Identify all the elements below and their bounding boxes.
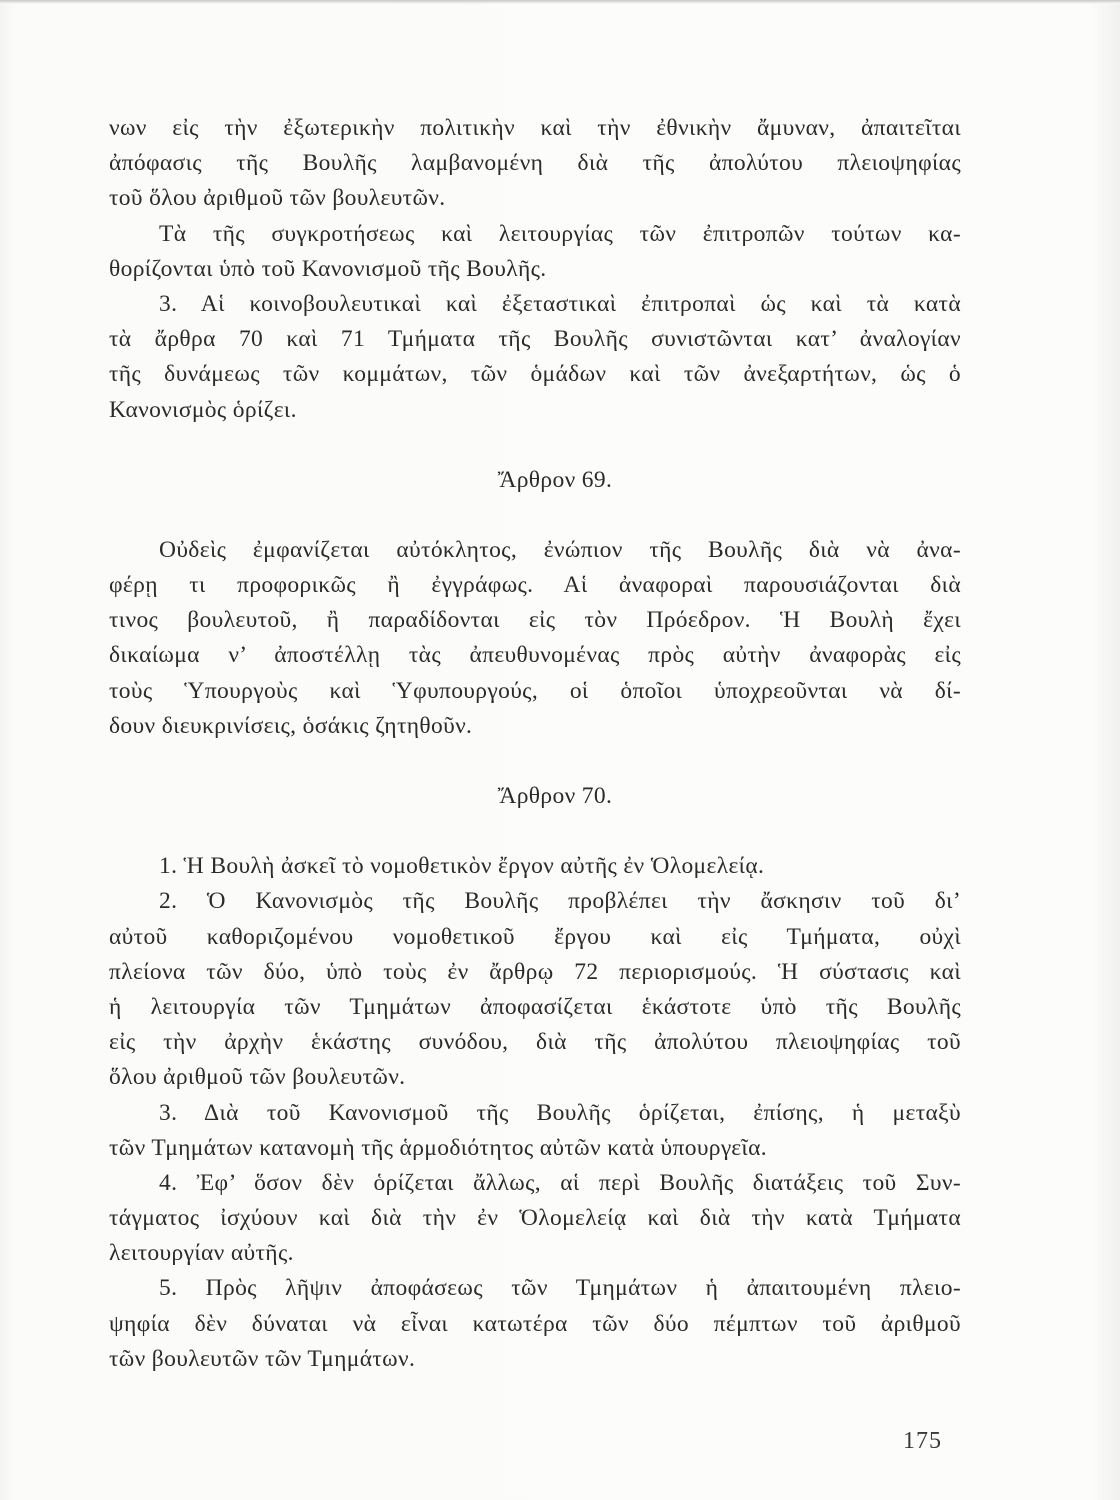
text-line: 1. Ἡ Βουλὴ ἀσκεῖ τὸ νομοθετικὸν ἔργον αὐτῆς ἐν Ὁλομελείᾳ. [159,853,765,880]
text-line: νων εἰς τὴν ἐξωτερικὴν πολιτικὴν καὶ τὴν ἐθνικὴν ἄμυναν, ἀπαιτεῖται [109,115,961,141]
article-70-clause-5 [109,1271,961,1377]
text-line: τινος βουλευτοῦ, ἢ παραδίδονται εἰς τὸν Πρόεδρον. Ἡ Βουλὴ ἔχει [109,607,961,634]
text-line: τοῦ ὅλου ἀριθμοῦ τῶν βουλευτῶν. [109,185,446,212]
article-70-clause-1 [109,849,961,884]
text-line: Οὐδεὶς ἐμφανίζεται αὐτόκλητος, ἐνώπιον τῆς Βουλῆς διὰ νὰ ἀνα- [159,536,961,563]
article-70-clause-2 [109,884,961,1095]
text-line: δικαίωμα ν’ ἀποστέλλῃ τὰς ἀπευθυνομένας πρὸς αὐτὴν ἀναφορὰς εἰς [109,642,961,669]
text-line: 3. Αἱ κοινοβουλευτικαὶ καὶ ἐξεταστικαὶ ἐπιτροπαὶ ὡς καὶ τὰ κατὰ [159,290,961,317]
paragraph-continuation [109,111,961,217]
text-line: αὐτοῦ καθοριζομένου νομοθετικοῦ ἔργου καὶ εἰς Τμήματα, οὐχὶ [109,923,961,950]
article-69-paragraph [109,533,961,744]
page-top-edge [0,0,1120,4]
text-line: 3. Διὰ τοῦ Κανονισμοῦ τῆς Βουλῆς ὁρίζεται, ἐπίσης, ἡ μεταξὺ [159,1099,961,1126]
article-69-heading: Ἄρθρον 69. [497,466,613,493]
text-line: τῶν Τμημάτων κατανομὴ τῆς ἁρμοδιότητος αὐτῶν κατὰ ὑπουργεῖα. [109,1134,767,1161]
text-line: τάγματος ἰσχύουν καὶ διὰ τὴν ἐν Ὁλομελείᾳ καὶ διὰ τὴν κατὰ Τμήματα [109,1205,961,1232]
text-line: ἀπόφασις τῆς Βουλῆς λαμβανομένη διὰ τῆς ἀπολύτου πλειοψηφίας [109,150,961,177]
text-line: 2. Ὁ Κανονισμὸς τῆς Βουλῆς προβλέπει τὴν ἄσκησιν τοῦ δι’ [159,888,961,915]
text-line: 5. Πρὸς λῆψιν ἀποφάσεως τῶν Τμημάτων ἡ ἀπαιτουμένη πλειο- [159,1275,961,1302]
text-line: ὅλου ἀριθμοῦ τῶν βουλευτῶν. [109,1064,406,1091]
text-line: εἰς τὴν ἀρχὴν ἑκάστης συνόδου, διὰ τῆς ἀπολύτου πλειοψηφίας τοῦ [109,1029,961,1056]
text-line: πλείονα τῶν δύο, ὑπὸ τοὺς ἐν ἄρθρῳ 72 περιορισμούς. Ἡ σύστασις καὶ [109,958,961,985]
text-line: ψηφία δὲν δύναται νὰ εἶναι κατωτέρα τῶν δύο πέμπτων τοῦ ἀριθμοῦ [109,1310,961,1337]
text-line: τῶν βουλευτῶν τῶν Τμημάτων. [109,1345,416,1372]
text-line: 4. Ἐφ’ ὅσον δὲν ὁρίζεται ἄλλως, αἱ περὶ Βουλῆς διατάξεις τοῦ Συν- [159,1169,961,1196]
paragraph-clause-3 [109,287,961,428]
page-number: 175 [903,1428,942,1454]
article-70-heading: Ἄρθρον 70. [497,783,613,809]
text-line: δουν διευκρινίσεις, ὁσάκις ζητηθοῦν. [109,712,473,739]
text-line: τοὺς Ὑπουργοὺς καὶ Ὑφυπουργούς, οἱ ὁποῖοι ὑποχρεοῦνται νὰ δί- [109,677,961,704]
article-70-clause-3 [109,1096,961,1166]
text-line: λειτουργίαν αὐτῆς. [109,1240,294,1267]
page-body [109,111,961,1377]
text-line: θορίζονται ὑπὸ τοῦ Κανονισμοῦ τῆς Βουλῆς. [109,255,547,282]
text-line: ἡ λειτουργία τῶν Τμημάτων ἀποφασίζεται ἑκάστοτε ὑπὸ τῆς Βουλῆς [109,993,961,1020]
text-line: τὰ ἄρθρα 70 καὶ 71 Τμήματα τῆς Βουλῆς συνιστῶνται κατ’ ἀναλογίαν [109,326,961,353]
paragraph-committees [109,217,961,287]
text-line: φέρῃ τι προφορικῶς ἢ ἐγγράφως. Αἱ ἀναφοραὶ παρουσιάζονται διὰ [109,572,961,599]
text-line: Κανονισμὸς ὁρίζει. [109,396,297,423]
text-line: τῆς δυνάμεως τῶν κομμάτων, τῶν ὁμάδων καὶ τῶν ἀνεξαρτήτων, ὡς ὁ [109,361,961,388]
article-70-clause-4 [109,1166,961,1272]
text-line: Τὰ τῆς συγκροτήσεως καὶ λειτουργίας τῶν ἐπιτροπῶν τούτων κα- [159,220,961,247]
